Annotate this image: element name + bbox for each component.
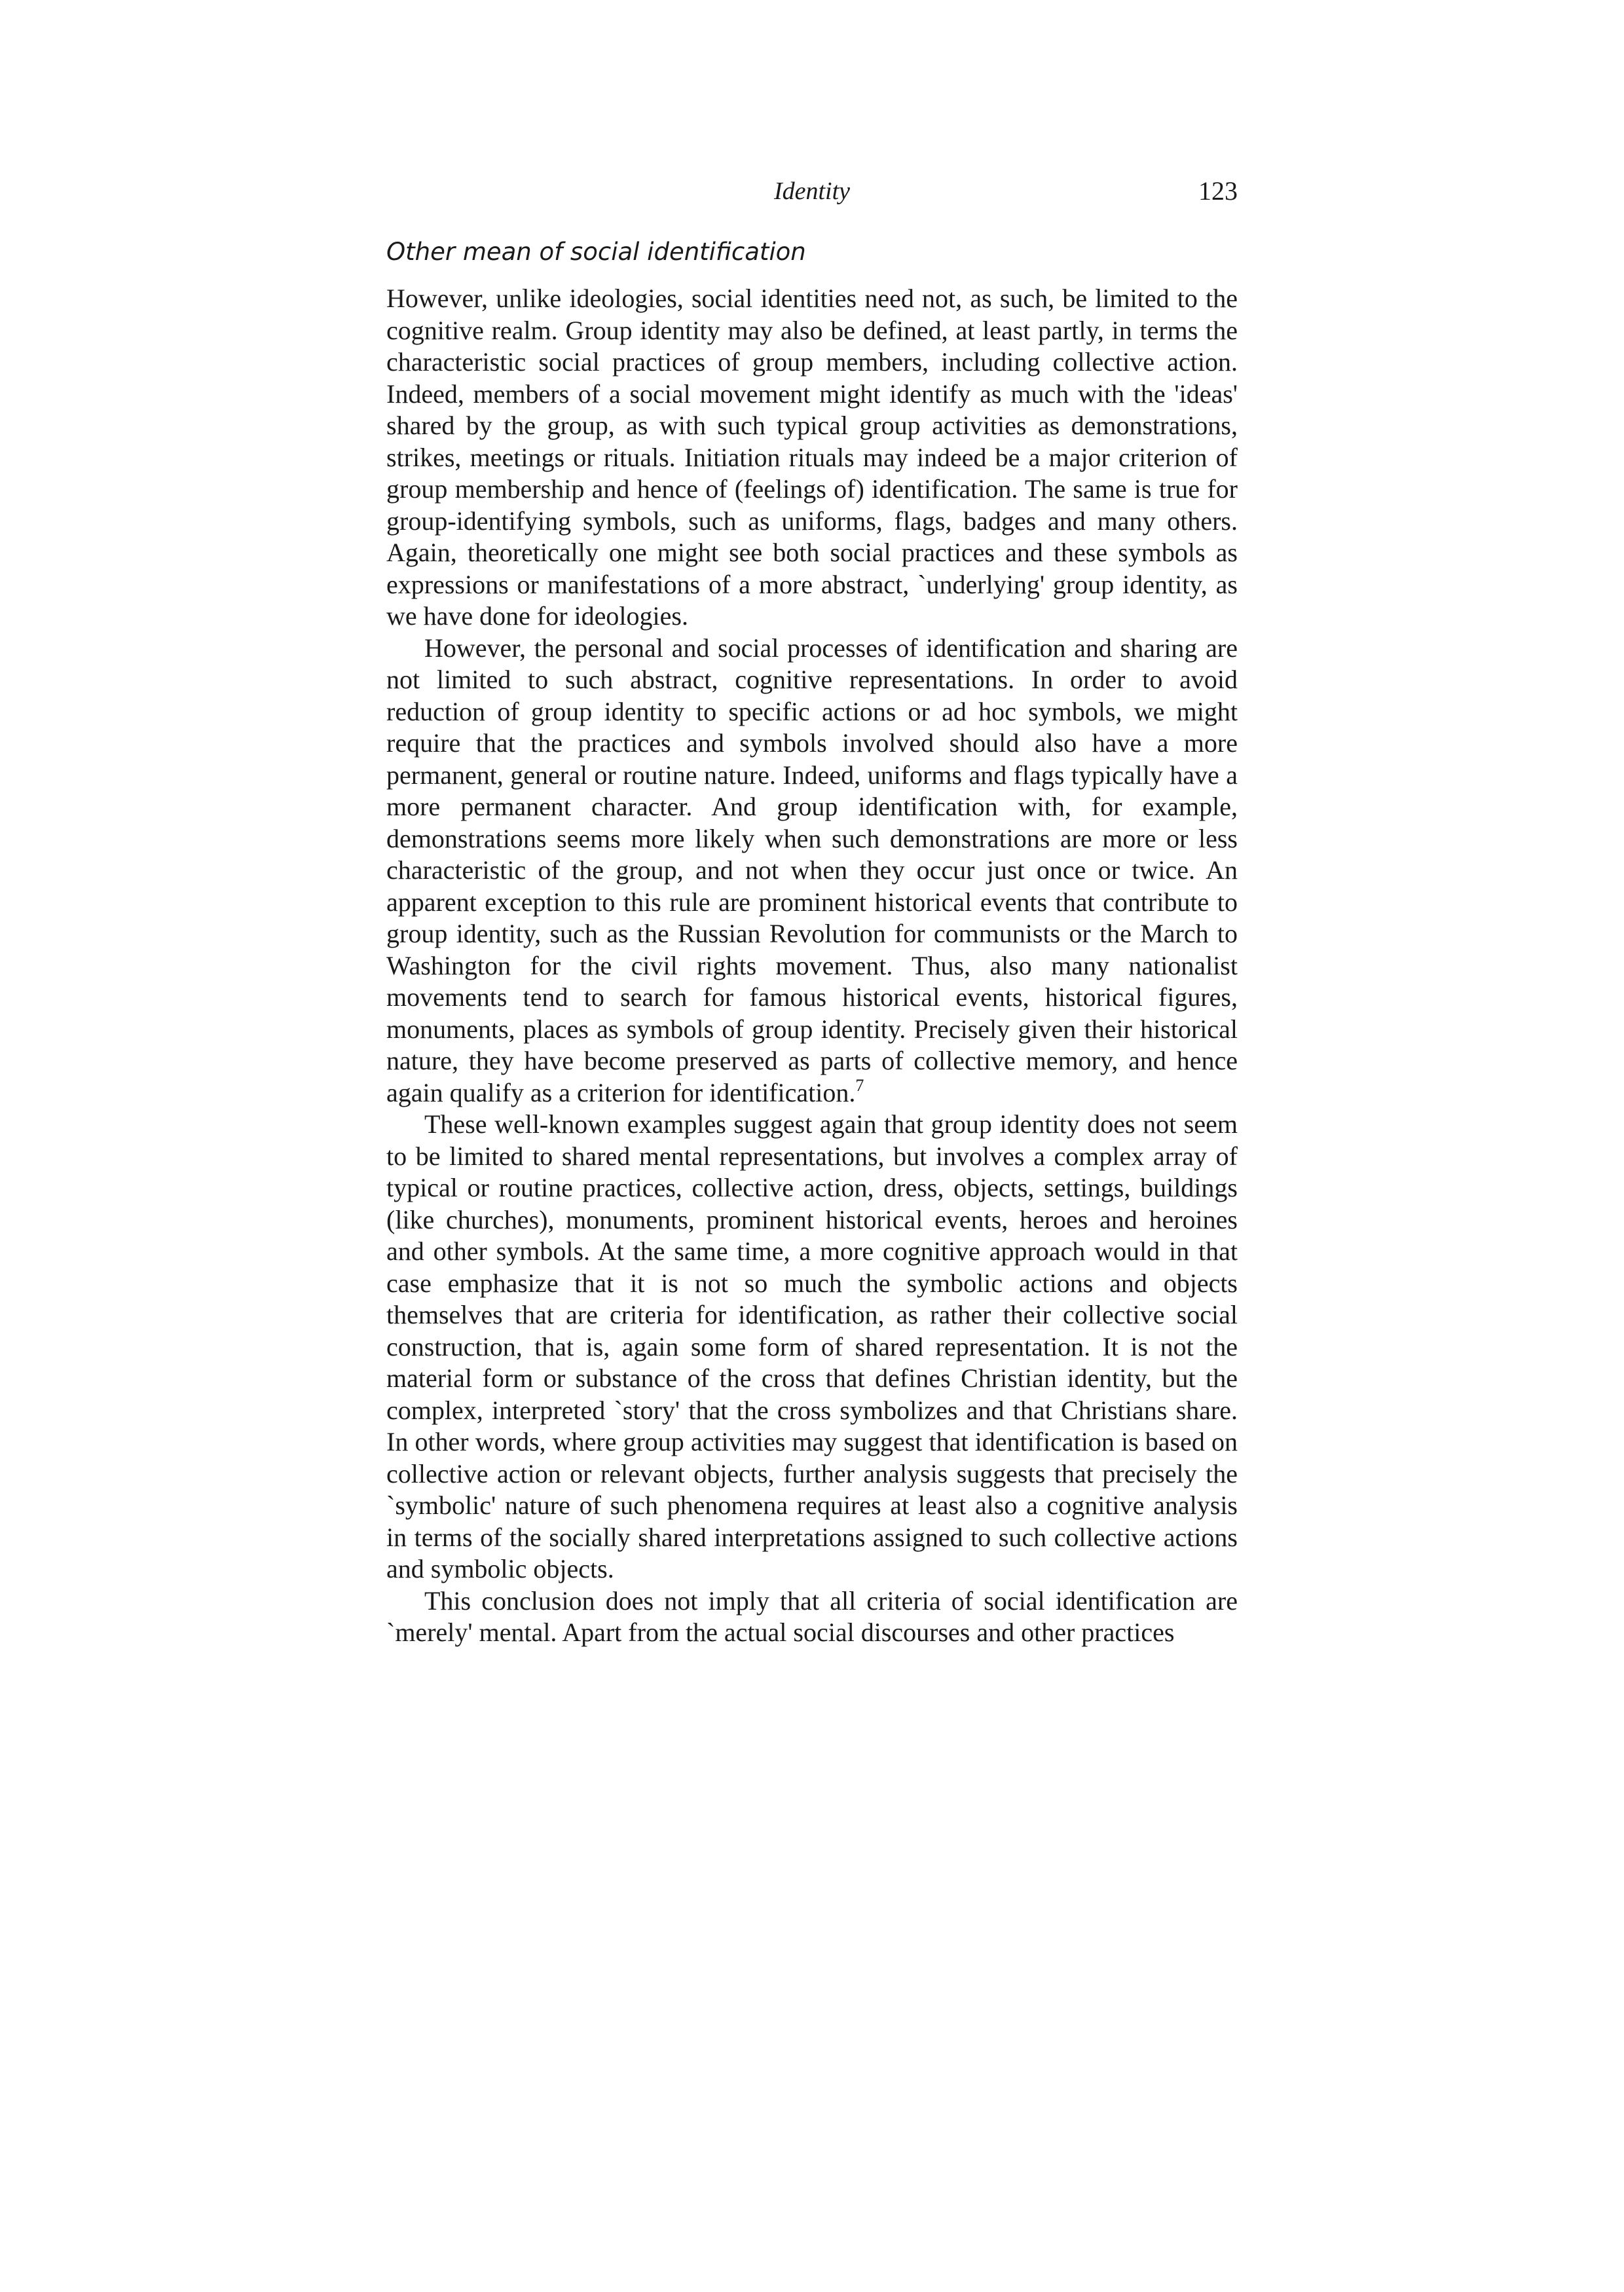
paragraph-4-text: This conclusion does not imply that all criteria of social identification are `merely' mental. Apart from the actual social discourses and other practices <box>386 1585 1238 1647</box>
paragraph-2 <box>386 633 1238 1109</box>
running-title: Identity <box>773 177 851 205</box>
body-text <box>386 283 1238 1649</box>
paragraph-3 <box>386 1109 1238 1585</box>
page-number: 123 <box>1198 176 1238 206</box>
paragraph-4 <box>386 1585 1238 1649</box>
footnote-reference[interactable]: 7 <box>855 1075 864 1095</box>
section-heading: Other mean of social identification <box>386 238 806 266</box>
paragraph-3-text: These well-known examples suggest again that group identity does not seem to be limited to shared mental representations, but involves a complex array of typical or routine practices, collective action, dress, objects, settings, buildings (like churches), monuments, prominent historical events, heroes and heroines and other symbols. At the same time, a more cognitive approach would in that case emphasize that it is not so much the symbolic actions and objects themselves that are criteria for identification, as rather their collective social construction, that is, again some form of shared representation. It is not the material form or substance of the cross that defines Christian identity, but the complex, interpreted `story' that the cross symbolizes and that Christians share. In other words, where group activities may suggest that identification is based on collective action or relevant objects, further analysis suggests that precisely the `symbolic' nature of such phenomena requires at least also a cognitive analysis in terms of the socially shared interpretations assigned to such collective actions and symbolic objects. <box>386 1109 1238 1583</box>
running-head <box>386 172 1238 211</box>
paragraph-2-text: However, the personal and social processes of identification and sharing are not limited to such abstract, cognitive representations. In order to avoid reduction of group identity to specific actions or ad hoc symbols, we might require that the practices and symbols involved should also have a more permanent, general or routine nature. Indeed, uniforms and flags typically have a more permanent character. And group identification with, for example, demonstrations seems more likely when such demonstrations are more or less characteristic of the group, and not when they occur just once or twice. An apparent exception to this rule are prominent historical events that contribute to group identity, such as the Russian Revolution for communists or the March to Washington for the civil rights movement. Thus, also many nationalist movements tend to search for famous historical events, historical figures, monuments, places as symbols of group identity. Precisely given their historical nature, they have become preserved as parts of collective memory, and hence again qualify as a criterion for identification. <box>386 633 1238 1107</box>
paragraph-1-text: However, unlike ideologies, social identities need not, as such, be limited to the cognitive realm. Group identity may also be defined, at least partly, in terms the characteristic social practices of group members, including collective action. Indeed, members of a social movement might identify as much with the 'ideas' shared by the group, as with such typical group activities as demonstrations, strikes, meetings or rituals. Initiation rituals may indeed be a major criterion of group membership and hence of (feelings of) identification. The same is true for group-identifying symbols, such as uniforms, flags, badges and many others. Again, theoretically one might see both social practices and these symbols as expressions or manifestations of a more abstract, `underlying' group identity, as we have done for ideologies. <box>386 284 1238 631</box>
paragraph-1 <box>386 283 1238 633</box>
